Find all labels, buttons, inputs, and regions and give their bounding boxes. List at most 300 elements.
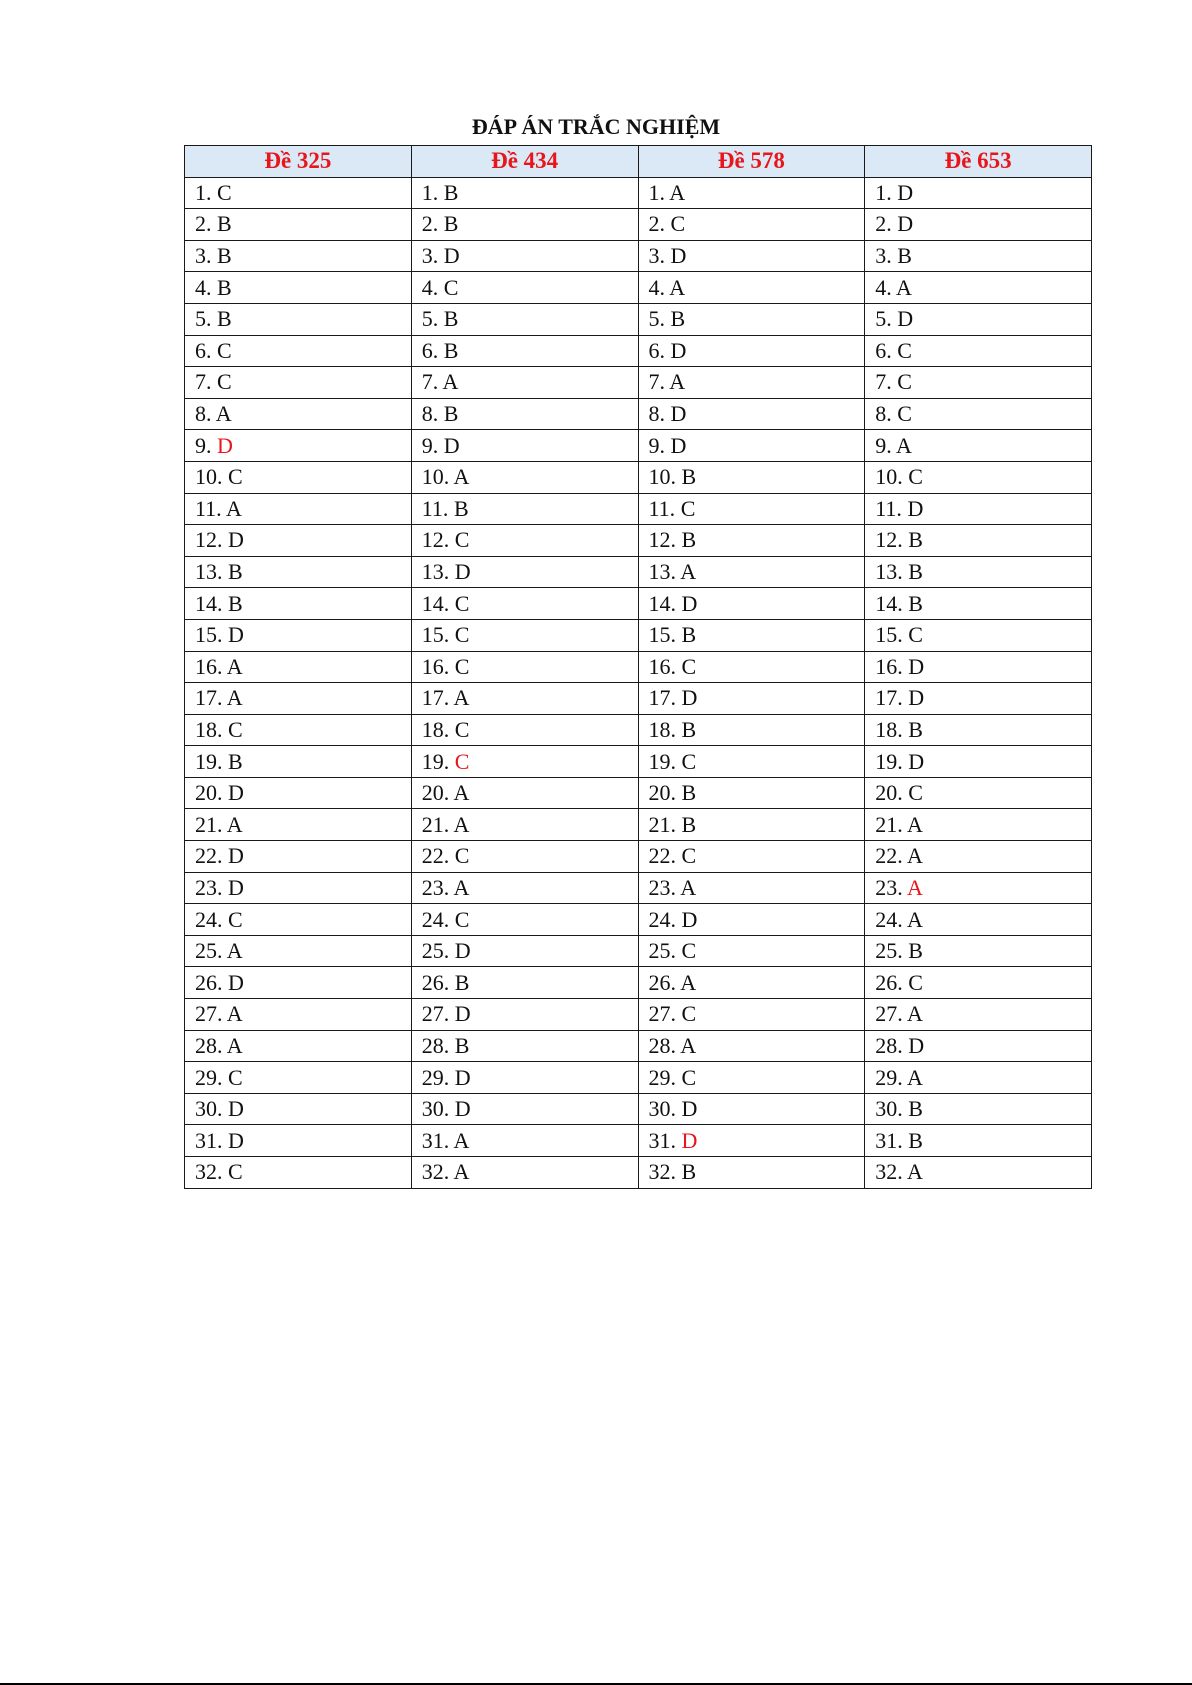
question-number: 24.	[195, 906, 223, 932]
answer-cell	[411, 777, 638, 809]
question-number: 20.	[421, 780, 450, 806]
table-row	[185, 1030, 1092, 1062]
table-row	[185, 935, 1092, 967]
question-number: 8.	[875, 401, 892, 427]
answer-cell	[865, 967, 1092, 999]
question-number: 30.	[875, 1096, 903, 1122]
answer-cell	[411, 619, 638, 651]
question-number: 30.	[648, 1096, 676, 1122]
answer-letter: C	[454, 527, 470, 553]
question-number: 23.	[648, 874, 676, 900]
answer-cell	[411, 493, 638, 525]
answer-cell	[865, 1062, 1092, 1094]
question-number: 6.	[421, 337, 439, 363]
answer-cell	[865, 904, 1092, 936]
question-number: 6.	[875, 337, 892, 363]
answer-letter: A	[226, 1001, 243, 1027]
answer-letter: D	[454, 938, 471, 964]
answer-letter: C	[454, 590, 470, 616]
answer-cell	[638, 461, 865, 493]
question-number: 28.	[421, 1032, 450, 1058]
answer-cell	[185, 683, 412, 715]
answer-letter: B	[217, 211, 232, 237]
answer-cell	[865, 999, 1092, 1031]
question-number: 19.	[195, 748, 223, 774]
question-number: 8.	[648, 401, 665, 427]
answer-cell	[411, 1125, 638, 1157]
answer-letter: A	[896, 274, 912, 300]
answer-cell	[638, 588, 865, 620]
answer-letter: B	[681, 780, 697, 806]
answer-cell	[411, 461, 638, 493]
question-number: 18.	[421, 716, 450, 742]
answer-letter: C	[908, 464, 923, 490]
table-row	[185, 303, 1092, 335]
answer-letter: B	[908, 527, 923, 553]
question-number: 22.	[875, 843, 903, 869]
answer-cell	[411, 746, 638, 778]
question-number: 28.	[875, 1032, 903, 1058]
answer-cell	[638, 777, 865, 809]
answer-cell	[411, 335, 638, 367]
answer-cell	[638, 651, 865, 683]
answer-cell	[411, 367, 638, 399]
question-number: 21.	[195, 811, 223, 837]
answer-letter: B	[908, 590, 923, 616]
answer-letter: B	[908, 559, 923, 585]
answer-letter: D	[454, 1001, 471, 1027]
answer-cell	[185, 904, 412, 936]
table-row	[185, 588, 1092, 620]
answer-cell	[638, 967, 865, 999]
answer-cell	[411, 714, 638, 746]
answer-cell	[411, 1030, 638, 1062]
exam-code-header: Đề 653	[865, 146, 1092, 178]
answer-cell	[185, 809, 412, 841]
answer-letter: D	[670, 432, 687, 458]
answer-letter: D	[228, 874, 244, 900]
answer-cell	[411, 872, 638, 904]
answer-cell	[185, 651, 412, 683]
question-number: 32.	[421, 1159, 450, 1185]
question-number: 24.	[875, 906, 903, 932]
answer-cell	[185, 335, 412, 367]
question-number: 12.	[421, 527, 450, 553]
question-number: 30.	[421, 1096, 450, 1122]
question-number: 26.	[421, 969, 450, 995]
answer-letter: B	[681, 622, 697, 648]
question-number: 22.	[648, 843, 676, 869]
question-number: 14.	[195, 590, 223, 616]
answer-letter: C	[454, 906, 470, 932]
answer-cell	[185, 588, 412, 620]
question-number: 31.	[648, 1127, 676, 1153]
answer-cell	[638, 209, 865, 241]
answer-cell	[411, 935, 638, 967]
answer-letter: C	[680, 495, 696, 521]
answer-cell	[865, 272, 1092, 304]
answer-cell	[638, 367, 865, 399]
answer-letter: C	[228, 464, 243, 490]
answer-letter: D	[681, 906, 698, 932]
answer-letter: D	[217, 432, 233, 458]
answer-letter: A	[669, 369, 686, 395]
answer-letter: D	[908, 685, 925, 711]
answer-letter: C	[681, 748, 697, 774]
question-number: 7.	[195, 369, 212, 395]
question-number: 26.	[875, 969, 903, 995]
question-number: 3.	[648, 243, 665, 269]
question-number: 15.	[875, 622, 903, 648]
answer-cell	[411, 1093, 638, 1125]
question-number: 23.	[875, 874, 903, 900]
answer-letter: D	[681, 1127, 698, 1153]
table-row	[185, 398, 1092, 430]
table-row	[185, 177, 1092, 209]
question-number: 32.	[875, 1159, 903, 1185]
question-number: 14.	[648, 590, 676, 616]
question-number: 5.	[648, 306, 665, 332]
question-number: 10.	[648, 464, 676, 490]
answer-cell	[185, 493, 412, 525]
answer-letter: C	[908, 780, 923, 806]
answer-cell	[638, 935, 865, 967]
answer-letter: D	[897, 306, 914, 332]
answer-cell	[638, 1093, 865, 1125]
answer-letter: C	[681, 1064, 697, 1090]
answer-cell	[411, 904, 638, 936]
answer-cell	[865, 177, 1092, 209]
answer-cell	[185, 777, 412, 809]
question-number: 28.	[648, 1032, 676, 1058]
answer-cell	[638, 619, 865, 651]
question-number: 25.	[195, 938, 223, 964]
answer-letter: D	[681, 685, 698, 711]
question-number: 20.	[195, 780, 223, 806]
answer-letter: A	[907, 811, 923, 837]
answer-cell	[638, 525, 865, 557]
question-number: 13.	[875, 559, 903, 585]
answer-cell	[865, 430, 1092, 462]
question-number: 15.	[421, 622, 450, 648]
answer-cell	[638, 303, 865, 335]
question-number: 4.	[421, 274, 439, 300]
answer-cell	[185, 1093, 412, 1125]
question-number: 10.	[875, 464, 903, 490]
answer-cell	[411, 556, 638, 588]
table-row	[185, 904, 1092, 936]
question-number: 1.	[195, 179, 212, 205]
answer-letter: A	[680, 969, 697, 995]
answer-letter: C	[681, 843, 697, 869]
table-row	[185, 1157, 1092, 1189]
answer-cell	[638, 999, 865, 1031]
answer-cell	[411, 209, 638, 241]
answer-cell	[185, 556, 412, 588]
question-number: 6.	[648, 337, 665, 363]
table-row	[185, 746, 1092, 778]
question-number: 20.	[875, 780, 903, 806]
answer-cell	[865, 493, 1092, 525]
answer-letter: D	[908, 1032, 925, 1058]
answer-letter: A	[453, 685, 470, 711]
question-number: 16.	[875, 653, 903, 679]
answer-cell	[865, 809, 1092, 841]
answer-letter: B	[681, 716, 697, 742]
answer-cell	[865, 935, 1092, 967]
table-row	[185, 209, 1092, 241]
answer-cell	[638, 1062, 865, 1094]
answer-letter: C	[454, 716, 470, 742]
question-number: 14.	[875, 590, 903, 616]
question-number: 25.	[875, 938, 903, 964]
question-number: 15.	[195, 622, 223, 648]
question-number: 5.	[421, 306, 439, 332]
question-number: 3.	[195, 243, 212, 269]
answer-letter: B	[454, 1032, 470, 1058]
answer-letter: B	[908, 716, 923, 742]
question-number: 13.	[421, 559, 450, 585]
table-row	[185, 367, 1092, 399]
answer-cell	[865, 525, 1092, 557]
answer-cell	[185, 714, 412, 746]
answer-letter: D	[228, 622, 244, 648]
answer-letter: B	[453, 495, 469, 521]
question-number: 29.	[195, 1064, 223, 1090]
answer-cell	[185, 461, 412, 493]
question-number: 22.	[421, 843, 450, 869]
answer-cell	[865, 746, 1092, 778]
question-number: 24.	[421, 906, 450, 932]
question-number: 21.	[875, 811, 903, 837]
answer-cell	[865, 461, 1092, 493]
question-number: 5.	[195, 306, 212, 332]
question-number: 18.	[648, 716, 676, 742]
question-number: 9.	[195, 432, 212, 458]
question-number: 3.	[875, 243, 892, 269]
answer-letter: A	[896, 432, 912, 458]
answer-cell	[638, 335, 865, 367]
question-number: 20.	[648, 780, 676, 806]
answer-letter: A	[453, 780, 470, 806]
answer-letter: A	[907, 1064, 923, 1090]
question-number: 25.	[648, 938, 676, 964]
question-number: 8.	[421, 401, 439, 427]
answer-letter: B	[681, 464, 697, 490]
question-number: 17.	[421, 685, 450, 711]
question-number: 2.	[195, 211, 212, 237]
answer-letter: A	[907, 1001, 923, 1027]
answer-cell	[411, 809, 638, 841]
answer-cell	[411, 1157, 638, 1189]
answer-letter: A	[442, 369, 459, 395]
question-number: 5.	[875, 306, 892, 332]
question-number: 2.	[648, 211, 665, 237]
question-number: 12.	[195, 527, 223, 553]
question-number: 7.	[648, 369, 665, 395]
answer-letter: D	[228, 527, 244, 553]
answer-letter: D	[443, 243, 460, 269]
answer-letter: B	[217, 306, 232, 332]
question-number: 29.	[648, 1064, 676, 1090]
answer-cell	[185, 303, 412, 335]
question-number: 18.	[875, 716, 903, 742]
question-number: 21.	[421, 811, 450, 837]
answer-letter: C	[217, 179, 232, 205]
table-row	[185, 967, 1092, 999]
table-row	[185, 999, 1092, 1031]
exam-code-header: Đề 325	[185, 146, 412, 178]
question-number: 13.	[195, 559, 223, 585]
answer-letter: B	[908, 938, 923, 964]
answer-letter: B	[897, 243, 912, 269]
answer-letter: C	[217, 369, 232, 395]
answer-cell	[638, 904, 865, 936]
answer-cell	[638, 430, 865, 462]
answer-letter: B	[681, 811, 697, 837]
answer-cell	[185, 999, 412, 1031]
answer-cell	[865, 335, 1092, 367]
question-number: 27.	[421, 1001, 450, 1027]
question-number: 23.	[195, 874, 223, 900]
answer-letter: A	[226, 1032, 243, 1058]
answer-cell	[185, 872, 412, 904]
answer-letter: D	[228, 1127, 244, 1153]
answer-letter: A	[453, 811, 470, 837]
question-number: 31.	[421, 1127, 450, 1153]
answer-letter: C	[681, 938, 697, 964]
answer-letter: A	[226, 811, 243, 837]
answer-cell	[185, 398, 412, 430]
page-title: ĐÁP ÁN TRẮC NGHIỆM	[471, 114, 721, 139]
answer-cell	[865, 1093, 1092, 1125]
answer-cell	[185, 209, 412, 241]
answer-letter: D	[228, 780, 244, 806]
question-number: 26.	[648, 969, 676, 995]
answer-letter: D	[228, 843, 244, 869]
answer-cell	[411, 430, 638, 462]
answer-cell	[865, 1125, 1092, 1157]
answer-cell	[865, 619, 1092, 651]
table-row	[185, 683, 1092, 715]
answer-cell	[638, 1157, 865, 1189]
answer-letter: A	[453, 1159, 470, 1185]
answer-letter: C	[443, 274, 459, 300]
answer-letter: C	[454, 748, 470, 774]
answer-letter: A	[907, 874, 923, 900]
question-number: 4.	[648, 274, 665, 300]
answer-letter: C	[908, 622, 923, 648]
table-row	[185, 556, 1092, 588]
answer-cell	[638, 809, 865, 841]
answer-letter: A	[226, 685, 243, 711]
answer-cell	[185, 430, 412, 462]
answer-letter: C	[681, 1001, 697, 1027]
answer-cell	[185, 1157, 412, 1189]
answer-cell	[865, 209, 1092, 241]
answer-letter: B	[217, 274, 232, 300]
answer-letter: D	[670, 401, 687, 427]
answer-cell	[638, 1125, 865, 1157]
answer-cell	[185, 177, 412, 209]
answer-cell	[185, 1125, 412, 1157]
answer-letter: C	[454, 653, 470, 679]
answer-letter: A	[907, 1159, 923, 1185]
answer-letter: C	[908, 969, 923, 995]
table-row	[185, 872, 1092, 904]
answer-cell	[411, 525, 638, 557]
answer-cell	[865, 1157, 1092, 1189]
question-number: 27.	[875, 1001, 903, 1027]
answer-cell	[185, 272, 412, 304]
answer-cell	[865, 872, 1092, 904]
answer-cell	[865, 303, 1092, 335]
answer-cell	[638, 1030, 865, 1062]
answer-letter: A	[226, 938, 243, 964]
question-number: 9.	[421, 432, 439, 458]
answer-cell	[411, 1062, 638, 1094]
answer-letter: D	[228, 1096, 244, 1122]
answer-cell	[638, 841, 865, 873]
answer-letter: D	[454, 1096, 471, 1122]
answer-cell	[411, 967, 638, 999]
answer-letter: B	[908, 1096, 923, 1122]
answer-letter: C	[228, 1064, 243, 1090]
answer-letter: B	[681, 1159, 697, 1185]
answer-letter: A	[453, 874, 470, 900]
answer-letter: C	[670, 211, 686, 237]
answer-letter: D	[907, 495, 924, 521]
answer-letter: D	[454, 1064, 471, 1090]
answer-letter: B	[217, 243, 232, 269]
answer-letter: A	[907, 906, 923, 932]
answer-cell	[638, 556, 865, 588]
question-number: 12.	[875, 527, 903, 553]
answer-letter: D	[908, 653, 925, 679]
question-number: 19.	[875, 748, 903, 774]
exam-code-header: Đề 578	[638, 146, 865, 178]
answer-cell	[638, 683, 865, 715]
answer-cell	[865, 714, 1092, 746]
answer-letter: A	[680, 1032, 697, 1058]
question-number: 32.	[195, 1159, 223, 1185]
answer-letter: C	[217, 337, 232, 363]
answer-cell	[411, 240, 638, 272]
question-number: 8.	[195, 401, 212, 427]
question-number: 2.	[875, 211, 892, 237]
table-row	[185, 272, 1092, 304]
answer-letter: D	[897, 211, 914, 237]
answer-cell	[411, 841, 638, 873]
answer-letter: A	[453, 464, 470, 490]
question-number: 7.	[421, 369, 439, 395]
question-number: 25.	[421, 938, 450, 964]
answer-letter: C	[228, 906, 243, 932]
answer-letter: B	[443, 306, 459, 332]
question-number: 16.	[648, 653, 676, 679]
answer-cell	[185, 841, 412, 873]
answer-letter: B	[228, 748, 243, 774]
question-number: 31.	[875, 1127, 903, 1153]
answer-letter: D	[670, 337, 687, 363]
answer-cell	[638, 493, 865, 525]
answer-cell	[865, 240, 1092, 272]
answer-letter: C	[454, 843, 470, 869]
answer-cell	[865, 398, 1092, 430]
question-number: 32.	[648, 1159, 676, 1185]
question-number: 7.	[875, 369, 892, 395]
question-number: 26.	[195, 969, 223, 995]
